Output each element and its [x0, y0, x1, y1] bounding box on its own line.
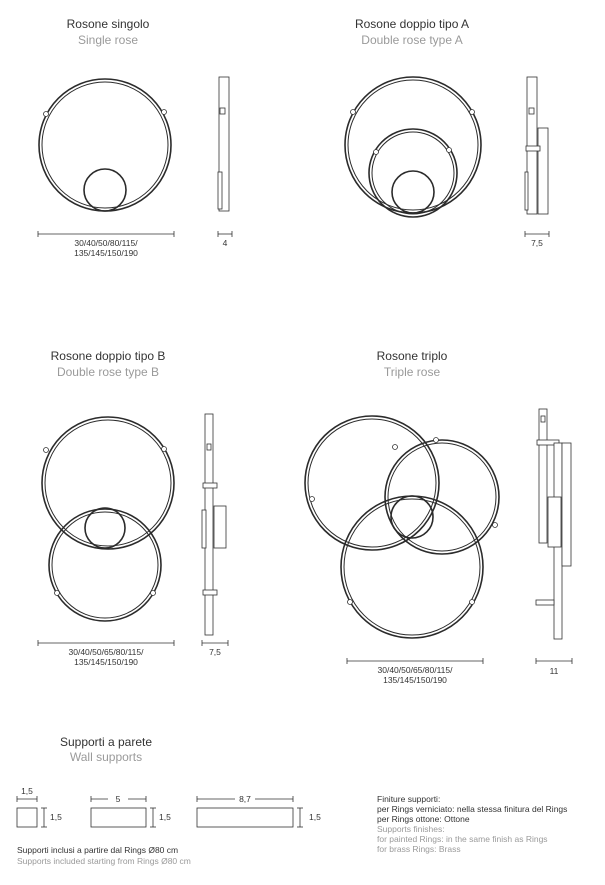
single-rose-depth-label: 4 — [222, 238, 228, 248]
finishes-en-line1: for painted Rings: in the same finish as Rings — [377, 834, 548, 844]
double-rose-a-depth-label: 7,5 — [531, 238, 543, 248]
double-rose-a-title: Rosone doppio tipo A — [354, 17, 470, 31]
triple-rose-title: Rosone triplo — [376, 349, 448, 363]
support-1-width-label: 1,5 — [21, 786, 33, 796]
single-rose-front-view — [38, 79, 174, 237]
triple-rose-depth-label: 11 — [549, 666, 559, 676]
triple-rose-side-view — [536, 409, 572, 664]
triple-rose-subtitle: Triple rose — [383, 365, 441, 379]
finishes-notes — [377, 794, 567, 854]
single-rose-subtitle: Single rose — [77, 33, 139, 47]
finishes-it-line2: per Rings ottone: Ottone — [377, 814, 470, 824]
double-rose-b-diameter-label: 30/40/50/65/80/115/ 135/145/150/190 — [68, 647, 144, 667]
finishes-en-title: Supports finishes: — [377, 824, 445, 834]
wall-supports-subtitle: Wall supports — [69, 750, 143, 764]
double-rose-a-side-view — [525, 77, 549, 237]
finishes-en-line2: for brass Rings: Brass — [377, 844, 461, 854]
supports-included-en: Supports included starting from Rings Ø80 cm — [17, 856, 191, 866]
double-rose-b-subtitle: Double rose type B — [56, 365, 160, 379]
finishes-it-title: Finiture supporti: — [377, 794, 441, 804]
supports-included-it: Supporti inclusi a partire dal Rings Ø80 cm — [17, 845, 179, 855]
triple-rose-front-view — [305, 416, 499, 664]
double-rose-b-depth-label: 7,5 — [209, 647, 221, 657]
support-2-width-label: 5 — [108, 794, 128, 804]
support-2-height-label: 1,5 — [159, 812, 171, 822]
support-3-height-label: 1,5 — [309, 812, 321, 822]
single-rose-title: Rosone singolo — [66, 17, 150, 31]
double-rose-b-front-view — [38, 417, 174, 646]
double-rose-b-side-view — [202, 414, 228, 646]
triple-rose-diameter-label: 30/40/50/65/80/115/ 135/145/150/190 — [377, 665, 453, 685]
finishes-it-line1: per Rings verniciato: nella stessa finitura del Rings — [377, 804, 568, 814]
single-rose-side-view — [218, 77, 232, 237]
single-rose-diameter-label: 30/40/50/80/115/ 135/145/150/190 — [74, 238, 138, 258]
support-3-width-label: 8,7 — [235, 794, 255, 804]
double-rose-a-front-view — [345, 77, 481, 217]
double-rose-b-title: Rosone doppio tipo B — [50, 349, 166, 363]
wall-supports-title: Supporti a parete — [59, 735, 153, 749]
support-1-height-label: 1,5 — [50, 812, 62, 822]
double-rose-a-subtitle: Double rose type A — [361, 33, 463, 47]
